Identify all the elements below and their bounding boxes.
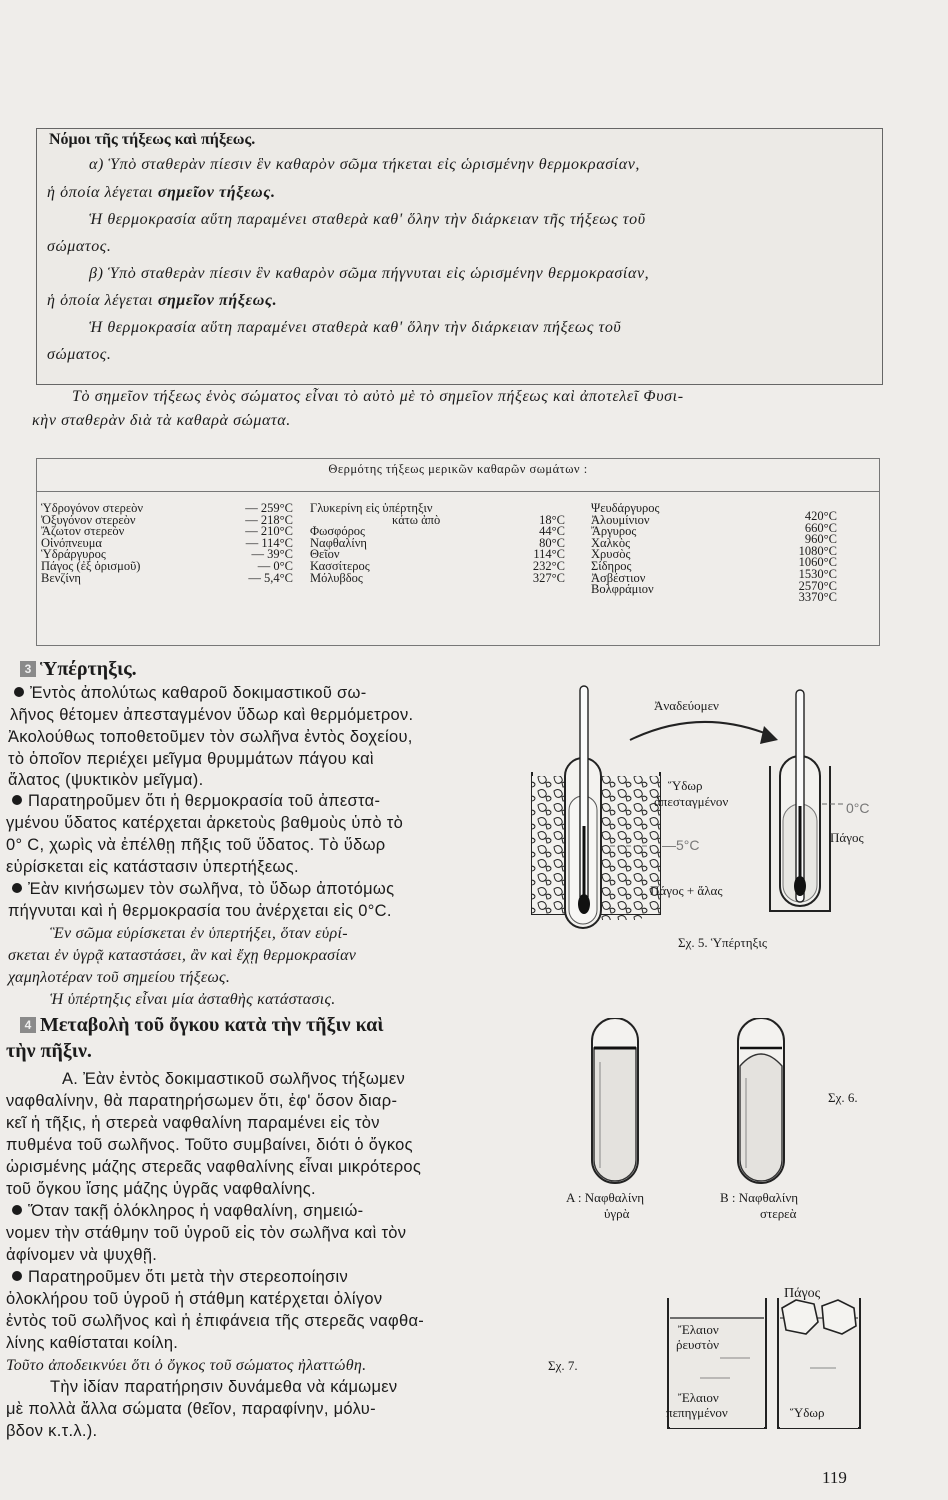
law-a-line3: Ἡ θερμοκρασία αὕτη παραμένει σταθερὰ καθ' ὅλην τὴν διάρκειαν τῆς τήξεως τοῦ bbox=[89, 211, 646, 228]
table-cell: Ὑδράργυρος bbox=[41, 547, 106, 562]
s4-line: Ὅταν τακῇ ὁλόκληρος ἡ ναφθαλίνη, σημειώ- bbox=[12, 1202, 363, 1221]
s4-line: πυθμένα τοῦ σωλῆνος. Τοῦτο συμβαίνει, διότι ὁ ὄγκος bbox=[6, 1136, 413, 1154]
laws-box bbox=[36, 128, 883, 385]
section4-title-line2: τὴν πῆξιν. bbox=[6, 1040, 92, 1062]
s3-line: χαμηλοτέραν τοῦ σημείου τήξεως. bbox=[8, 969, 231, 986]
fig7-liquid-oil-label-1: Ἔλαιον bbox=[678, 1322, 719, 1337]
bullet-icon bbox=[12, 1271, 22, 1281]
fig6-caption: Σχ. 6. bbox=[828, 1090, 858, 1105]
fig7-solid-oil-label-1: Ἔλαιον bbox=[678, 1390, 719, 1405]
table-col1-names bbox=[41, 503, 143, 584]
table-cell: Ἄργυρος bbox=[591, 524, 637, 539]
tube-solid-naphthalene bbox=[738, 1018, 784, 1183]
table-col3-values bbox=[777, 511, 837, 604]
table-col2-values bbox=[507, 503, 565, 584]
law-b-line3: Ἡ θερμοκρασία αὕτη παραμένει σταθερὰ καθ' ὅλην τὴν διάρκειαν πήξεως τοῦ bbox=[89, 319, 622, 336]
table-cell: Χρυσὸς bbox=[591, 547, 631, 562]
fig5-water-label-2: ἀπεσταγμένον bbox=[654, 794, 729, 809]
table-cell: Ψευδάργυρος bbox=[591, 501, 660, 515]
table-cell: κάτω ἀπὸ bbox=[392, 512, 441, 527]
table-cell: Ὑδρογόνον στερεὸν bbox=[41, 501, 143, 515]
fig5-zero-label: 0°C bbox=[846, 800, 870, 816]
term-melting-point: σημεῖον τήξεως. bbox=[157, 184, 276, 201]
bullet-icon bbox=[12, 883, 22, 893]
s4-line: βδον κ.τ.λ.). bbox=[6, 1422, 98, 1440]
law-a-line4: σώματος. bbox=[47, 238, 112, 255]
term-freezing-point: σημεῖον πήξεως. bbox=[157, 292, 278, 309]
table-cell: Σίδηρος bbox=[591, 558, 632, 573]
fig6-label-b1: Β : Ναφθαλίνη bbox=[720, 1190, 798, 1205]
table-cell: — 218°C bbox=[245, 512, 293, 527]
melting-points-table bbox=[36, 458, 880, 646]
s4-line: νομεν τὴν στάθμην τοῦ ὑγροῦ εἰς τὸν σωλῆνα καὶ τὸν bbox=[6, 1224, 407, 1242]
definition-line2: κὴν σταθερὰν διὰ τὰ καθαρὰ σώματα. bbox=[32, 412, 291, 429]
table-cell: Μόλυβδος bbox=[310, 570, 363, 585]
page-number: 119 bbox=[822, 1468, 847, 1487]
s4-line: Τὴν ἰδίαν παρατήρησιν δυνάμεθα νὰ κάμωμεν bbox=[50, 1378, 398, 1396]
table-cell: 80°C bbox=[539, 535, 565, 550]
s4-line: ἀφίνομεν νὰ ψυχθῇ. bbox=[6, 1246, 158, 1264]
table-cell: Οἰνόπνευμα bbox=[41, 535, 102, 550]
law-b-line4: σώματος. bbox=[47, 346, 112, 363]
table-cell: — 5,4°C bbox=[248, 570, 293, 585]
table-caption: Θερμότης τήξεως μερικῶν καθαρῶν σωμάτων : bbox=[328, 462, 588, 476]
table-cell: 3370°C bbox=[798, 590, 837, 605]
s3-line: ἅλατος (ψυκτικὸν μεῖγμα). bbox=[8, 771, 204, 789]
fig5-minus5-label: —5°C bbox=[662, 837, 700, 853]
tube-liquid-naphthalene bbox=[592, 1018, 638, 1183]
s3-line: Ἀκολούθως τοποθετοῦμεν τὸν σωλῆνα ἐντὸς δοχείου, bbox=[8, 728, 413, 746]
table-cell: 1080°C bbox=[798, 543, 837, 558]
table-cell: Ὀξυγόνον στερεὸν bbox=[41, 512, 136, 527]
table-cell: 327°C bbox=[532, 570, 565, 585]
section3-title: Ὑπέρτηξις. bbox=[40, 658, 137, 680]
law-b-line1: β) Ὑπὸ σταθερὰν πίεσιν ἓν καθαρὸν σῶμα πήγνυται εἰς ὡρισμένην θερμοκρασίαν, bbox=[89, 265, 650, 282]
fig7-water-label: Ὕδωρ bbox=[790, 1405, 825, 1420]
beaker-with-ice-salt bbox=[532, 686, 660, 928]
bullet-icon bbox=[12, 1205, 22, 1215]
fig6-label-a1: Α : Ναφθαλίνη bbox=[566, 1190, 644, 1205]
table-cell: 44°C bbox=[539, 524, 565, 539]
table-cell: 114°C bbox=[533, 547, 565, 562]
s3-line: Ἡ ὑπέρτηξις εἶναι μία ἀσταθὴς κατάστασις. bbox=[50, 991, 336, 1008]
table-cell: 660°C bbox=[804, 520, 837, 535]
table-cell: Ναφθαλίνη bbox=[310, 535, 367, 550]
table-cell: — 259°C bbox=[245, 501, 293, 515]
s3-line: λῆνος θέτομεν ἀπεσταγμένον ὕδωρ καὶ θερμόμετρον. bbox=[10, 706, 414, 724]
s3-line: γμένου ὕδατος κατέρχεται ἀρκετοὺς βαθμοὺς ὑπὸ τὸ bbox=[6, 814, 404, 832]
table-cell: 420°C bbox=[804, 509, 837, 523]
fig5-caption: Σχ. 5. Ὑπέρτηξις bbox=[678, 935, 767, 950]
section4-title-line1: Μεταβολὴ τοῦ ὄγκου κατὰ τὴν τῆξιν καὶ bbox=[40, 1014, 384, 1036]
section3-heading bbox=[20, 658, 137, 681]
table-cell: — 39°C bbox=[251, 547, 293, 562]
test-tube-with-ice bbox=[770, 690, 830, 911]
table-cell: 2570°C bbox=[798, 578, 837, 593]
section-number-badge: 4 bbox=[20, 1017, 36, 1033]
table-col3-names bbox=[591, 503, 660, 596]
fig7-ice-label: Πάγος bbox=[784, 1286, 821, 1301]
table-cell: 18°C bbox=[539, 512, 565, 527]
fig6-naphthalene-diagram bbox=[570, 1018, 810, 1188]
laws-title: Νόμοι τῆς τήξεως καὶ πήξεως. bbox=[49, 131, 256, 148]
section-number-badge: 3 bbox=[20, 661, 36, 677]
s3-line: σκεται ἐν ὑγρᾷ καταστάσει, ἂν καὶ ἔχῃ θερμοκρασίαν bbox=[8, 947, 357, 964]
law-a-line2: ἡ ὁποία λέγεται σημεῖον τήξεως. bbox=[47, 184, 276, 201]
table-cell: 232°C bbox=[532, 558, 565, 573]
s4-line: ἐντὸς τοῦ σωλῆνος καὶ ἡ ἐπιφάνεια τῆς στερεᾶς ναφθα- bbox=[6, 1312, 425, 1330]
fig5-ice-label: Πάγος bbox=[830, 830, 864, 845]
table-cell: — 114°C bbox=[245, 535, 293, 550]
table-cell: — 210°C bbox=[245, 524, 293, 539]
s4-line: λίνης καθίσταται κοίλη. bbox=[6, 1334, 179, 1352]
table-cell: 1530°C bbox=[798, 566, 837, 581]
s4-line: Τοῦτο ἀποδεικνύει ὅτι ὁ ὄγκος τοῦ σώματος ἠλαττώθη. bbox=[6, 1357, 367, 1374]
fig7-caption: Σχ. 7. bbox=[548, 1358, 578, 1373]
s3-line: Ἐὰν κινήσωμεν τὸν σωλῆνα, τὸ ὕδωρ ἀποτόμως bbox=[12, 880, 394, 899]
table-cell: Ἀλουμίνιον bbox=[591, 512, 650, 527]
table-cell: Βενζίνη bbox=[41, 570, 81, 585]
arrow-icon bbox=[630, 722, 778, 744]
table-divider bbox=[37, 491, 879, 492]
table-cell: Γλυκερίνη εἰς ὑπέρτηξιν bbox=[310, 501, 433, 515]
s3-line: πήγνυται καὶ ἡ θερμοκρασία του ἀνέρχεται εἰς 0°C. bbox=[8, 902, 392, 920]
fig7-solid-oil-label-2: πεπηγμένον bbox=[666, 1405, 728, 1420]
table-cell: Βολφράμιον bbox=[591, 582, 654, 597]
section4-heading bbox=[20, 1014, 384, 1037]
fig5-supercooling-diagram bbox=[520, 676, 900, 956]
bullet-icon bbox=[12, 795, 22, 805]
s4-line: τοῦ ὄγκου ἴσης μάζης ὑγρᾶς ναφθαλίνης. bbox=[6, 1180, 316, 1198]
s3-line: Ἐντὸς ἀπολύτως καθαροῦ δοκιμαστικοῦ σω- bbox=[14, 684, 367, 703]
s4-line: Α. Ἐὰν ἐντὸς δοκιμαστικοῦ σωλῆνος τήξωμεν bbox=[62, 1070, 406, 1088]
fig5-ice-salt-label: Πάγος + ἅλας bbox=[650, 883, 723, 898]
table-cell: Θεῖον bbox=[310, 547, 340, 562]
bullet-icon bbox=[14, 687, 24, 697]
s3-line: 0° C, χωρὶς νὰ ἐπέλθῃ πῆξις τοῦ ὕδατος. Τὸ ὕδωρ bbox=[6, 836, 386, 854]
table-cell: Χαλκὸς bbox=[591, 535, 631, 550]
table-cell: 1060°C bbox=[798, 555, 837, 570]
s3-line: τὸ ὁποῖον περιέχει μεῖγμα θρυμμάτων πάγου καὶ bbox=[8, 750, 374, 768]
table-cell: Φωσφόρος bbox=[310, 524, 366, 539]
fig6-label-b2: στερεὰ bbox=[760, 1206, 797, 1221]
s3-line: Παρατηροῦμεν ὅτι ἡ θερμοκρασία τοῦ ἀπεστα- bbox=[12, 792, 380, 811]
s3-line: Ἓν σῶμα εὑρίσκεται ἐν ὑπερτήξει, ὅταν εὑρί- bbox=[50, 925, 348, 942]
s3-line: εὑρίσκεται εἰς κατάστασιν ὑπερτήξεως. bbox=[6, 858, 299, 876]
s4-line: ὁλοκλήρου τοῦ ὑγροῦ ἡ στάθμη κατέρχεται ὀλίγον bbox=[6, 1290, 383, 1308]
table-cell: Ἀσβέστιον bbox=[591, 570, 646, 585]
definition-line1: Τὸ σημεῖον τήξεως ἑνὸς σώματος εἶναι τὸ αὐτὸ μὲ τὸ σημεῖον πήξεως καὶ ἀποτελεῖ Φυσι- bbox=[72, 388, 684, 405]
table-cell: Πάγος (ἐξ ὁρισμοῦ) bbox=[41, 558, 141, 573]
law-a-line1: α) Ὑπὸ σταθερὰν πίεσιν ἓν καθαρὸν σῶμα τήκεται εἰς ὡρισμένην θερμοκρασίαν, bbox=[89, 156, 641, 173]
table-col2-names bbox=[310, 503, 440, 584]
fig5-water-label-1: Ὕδωρ bbox=[668, 778, 703, 793]
law-b-line2: ἡ ὁποία λέγεται σημεῖον πήξεως. bbox=[47, 292, 278, 309]
fig6-label-a2: ὑγρὰ bbox=[604, 1206, 630, 1221]
s4-line: κεῖ ἡ τῆξις, ἡ στερεὰ ναφθαλίνη παραμένει εἰς τὸν bbox=[6, 1114, 380, 1132]
table-cell: — 0°C bbox=[257, 558, 293, 573]
s4-line: ναφθαλίνην, θὰ παρατηρήσωμεν ὅτι, ἐφ' ὅσον διαρ- bbox=[6, 1092, 398, 1110]
fig5-stir-label: Ἀναδεύομεν bbox=[654, 698, 719, 713]
table-cell: 960°C bbox=[804, 532, 837, 547]
s4-line: ὡρισμένης μάζης στερεᾶς ναφθαλίνης εἶναι μικρότερος bbox=[6, 1158, 422, 1176]
table-col1-values bbox=[213, 503, 293, 584]
fig7-liquid-oil-label-2: ῥευστὸν bbox=[676, 1337, 719, 1352]
table-cell: Ἄζωτον στερεὸν bbox=[41, 524, 125, 539]
s4-line: μὲ πολλὰ ἄλλα σώματα (θεῖον, παραφίνην, μόλυ- bbox=[6, 1400, 376, 1418]
table-cell: Κασσίτερος bbox=[310, 558, 370, 573]
s4-line: Παρατηροῦμεν ὅτι μετὰ τὴν στερεοποίησιν bbox=[12, 1268, 348, 1287]
